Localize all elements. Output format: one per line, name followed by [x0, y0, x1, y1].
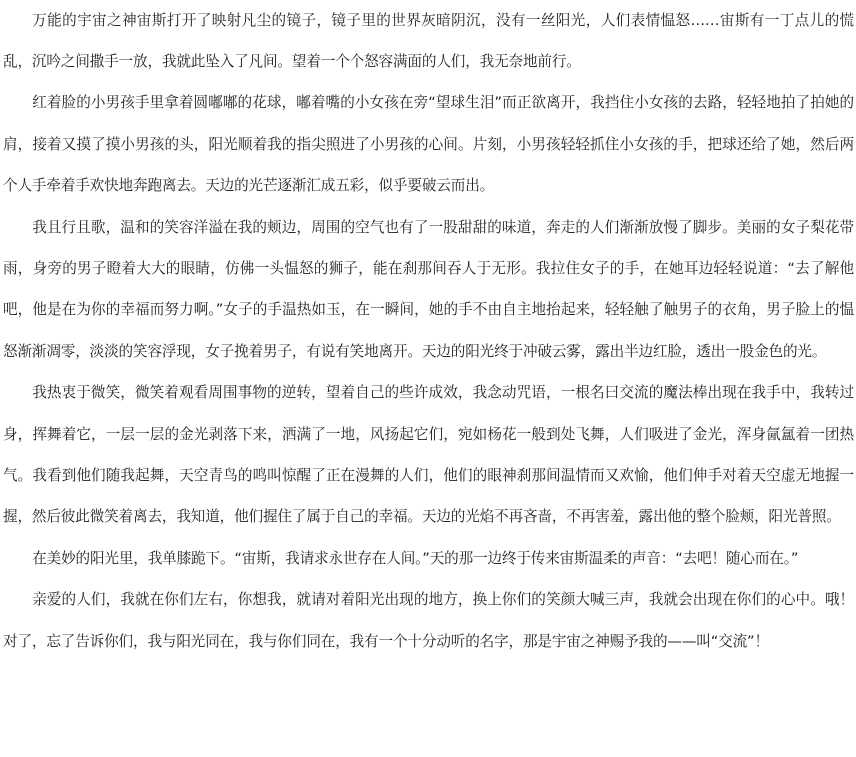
paragraph-1: 万能的宇宙之神宙斯打开了映射凡尘的镜子，镜子里的世界灰暗阴沉，没有一丝阳光，人们表情愠怒……宙斯有一丁点儿的慌乱，沉吟之间撒手一放，我就此坠入了凡间。望着一个个怒容满面的人们，我无奈地前行。 — [3, 11, 854, 70]
paragraph-4: 我热衷于微笑，微笑着观看周围事物的逆转，望着自己的些许成效，我念动咒语，一根名曰交流的魔法棒出现在我手中，我转过身，挥舞着它，一层一层的金光剥落下来，洒满了一地，风扬起它们，宛如杨花一般到处飞舞，人们吸进了金光，浑身氤氲着一团热气。我看到他们随我起舞，天空青鸟的鸣叫惊醒了正在漫舞的人们，他们的眼神刹那间温情而又欢愉，他们伸手对着天空虚无地握一握，然后彼此微笑着离去，我知道，他们握住了属于自己的幸福。天边的光焰不再吝啬，不再害羞，露出他的整个脸颊，阳光普照。 — [3, 384, 854, 526]
paragraph-5: 在美妙的阳光里，我单膝跪下。“宙斯，我请求永世存在人间。”天的那一边终于传来宙斯温柔的声音：“去吧！随心而在。” — [32, 549, 799, 567]
paragraph-6: 亲爱的人们，我就在你们左右，你想我，就请对着阳光出现的地方，换上你们的笑颜大喊三声，我就会出现在你们的心中。哦！对了，忘了告诉你们，我与阳光同在，我与你们同在，我有一个十分动听的名字，那是宇宙之神赐予我的——叫“交流”！ — [3, 591, 854, 650]
paragraph-3: 我且行且歌，温和的笑容洋溢在我的颊边，周围的空气也有了一股甜甜的味道，奔走的人们渐渐放慢了脚步。美丽的女子梨花带雨，身旁的男子瞪着大大的眼睛，仿佛一头愠怒的狮子，能在刹那间吞人于无形。我拉住女子的手，在她耳边轻轻说道：“去了解他吧，他是在为你的幸福而努力啊。”女子的手温热如玉，在一瞬间，她的手不由自主地抬起来，轻轻触了触男子的衣角，男子脸上的愠怒渐渐凋零，淡淡的笑容浮现，女子挽着男子，有说有笑地离开。天边的阳光终于冲破云雾，露出半边红脸，透出一股金色的光。 — [3, 218, 854, 360]
paragraph-2: 红着脸的小男孩手里拿着圆嘟嘟的花球，嘟着嘴的小女孩在旁“望球生泪”而正欲离开，我挡住小女孩的去路，轻轻地拍了拍她的肩，接着又摸了摸小男孩的头，阳光顺着我的指尖照进了小男孩的心间。片刻，小男孩轻轻抓住小女孩的手，把球还给了她，然后两个人手牵着手欢快地奔跑离去。天边的光芒逐渐汇成五彩，似乎要破云而出。 — [3, 94, 854, 195]
